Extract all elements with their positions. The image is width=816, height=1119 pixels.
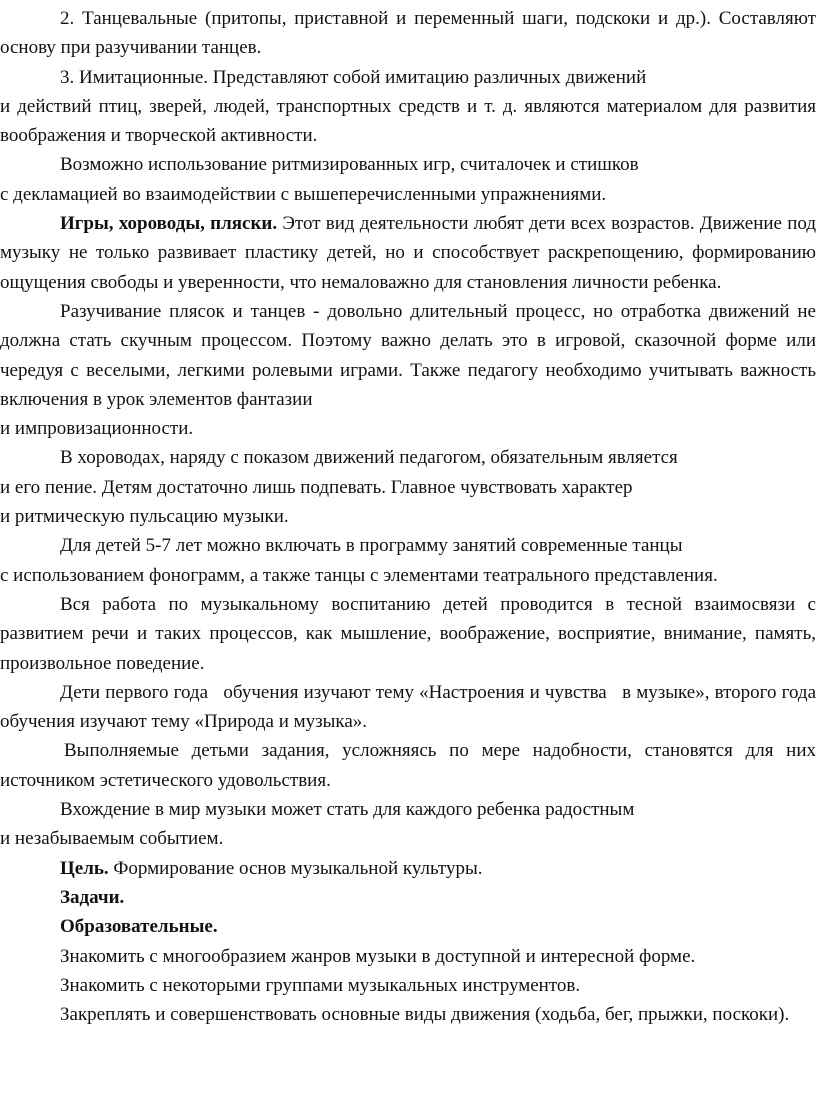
paragraph-bold-lead: Игры, хороводы, пляски.: [60, 213, 278, 235]
task-item: Знакомить с многообразием жанров музыки в доступной и интересной форме.: [60, 945, 696, 967]
paragraph-learning-dances: [0, 297, 816, 443]
goal-label: Цель.: [60, 857, 109, 879]
paragraph-text: 2. Танцевальные (притопы, приставной и переменный шаги, подскоки и др.). Составляют основу при разучивании танцев.: [0, 8, 816, 59]
paragraph-line: В хороводах, наряду с показом движений педагогом, обязательным является: [60, 447, 678, 469]
paragraph-text: Дети первого года обучения изучают тему «Настроения и чувства в музыке», второго года обучения изучают тему «Природа и музыка».: [0, 681, 816, 733]
paragraph-round-dances: [0, 443, 816, 531]
goal-text: Формирование основ музыкальной культуры.: [108, 857, 483, 879]
educational-heading: Образовательные.: [60, 916, 218, 938]
paragraph-dance-exercises: [0, 4, 816, 63]
paragraph-line: Разучивание плясок и танцев - довольно длительный процесс, но отработка движений не должна стать скучным процессом. Поэтому важно делать это в игровой, сказочной форме или чередуя с веселыми, легкими ролевыми играми. Также педагогу необходимо учитывать важность включения в урок элементов фантазии: [0, 300, 816, 410]
paragraph-line: и импровизационности.: [0, 418, 194, 440]
paragraph-line: Возможно использование ритмизированных игр, считалочек и стишков: [60, 154, 639, 176]
paragraph-study-topics: [0, 678, 816, 737]
paragraph-text: Выполняемые детьми задания, усложняясь по мере надобности, становятся для них источником эстетического удовольствия.: [0, 740, 816, 791]
paragraph-games-dances: [0, 209, 816, 297]
paragraph-line: Вхождение в мир музыки может стать для каждого ребенка радостным: [60, 799, 635, 821]
task-item: [0, 1000, 816, 1029]
paragraph-line: с использованием фонограмм, а также танцы с элементами театрального представления.: [0, 564, 718, 586]
paragraph-modern-dances: [0, 531, 816, 590]
paragraph-music-world: [0, 795, 816, 854]
paragraph-rhythmic-games: [0, 150, 816, 209]
paragraph-line: и действий птиц, зверей, людей, транспортных средств и т. д. являются материалом для развития воображения и творческой активности.: [0, 95, 816, 147]
paragraph-text: Этот вид деятельности любят дети всех возрастов. Движение под музыку не только развивает пластику детей, но и способствует раскрепощению, формированию ощущения свободы и уверенности, что немаловажно для становления личности ребенка.: [0, 213, 816, 293]
paragraph-line: с декламацией во взаимодействии с вышеперечисленными упражнениями.: [0, 183, 607, 205]
paragraph-line: Для детей 5-7 лет можно включать в программу занятий современные танцы: [60, 535, 683, 557]
paragraph-line: и незабываемым событием.: [0, 828, 224, 850]
paragraph-line: и его пение. Детям достаточно лишь подпевать. Главное чувствовать характер: [0, 476, 633, 498]
paragraph-speech-development: [0, 590, 816, 678]
paragraph-text: Закреплять и совершенствовать основные виды движения (ходьба, бег, прыжки, поскоки).: [60, 1004, 790, 1026]
paragraph-line: 3. Имитационные. Представляют собой имитацию различных движений: [60, 66, 647, 88]
task-item: Знакомить с некоторыми группами музыкальных инструментов.: [60, 974, 581, 996]
paragraph-text: Вся работа по музыкальному воспитанию детей проводится в тесной взаимосвязи с развитием речи и таких процессов, как мышление, воображение, восприятие, внимание, память, произвольное поведение.: [0, 593, 816, 674]
paragraph-line: и ритмическую пульсацию музыки.: [0, 506, 289, 528]
tasks-heading: Задачи.: [60, 886, 125, 908]
goal-line: [0, 854, 816, 883]
paragraph-tasks-pleasure: [0, 736, 816, 795]
paragraph-imitation-exercises: [0, 63, 816, 151]
